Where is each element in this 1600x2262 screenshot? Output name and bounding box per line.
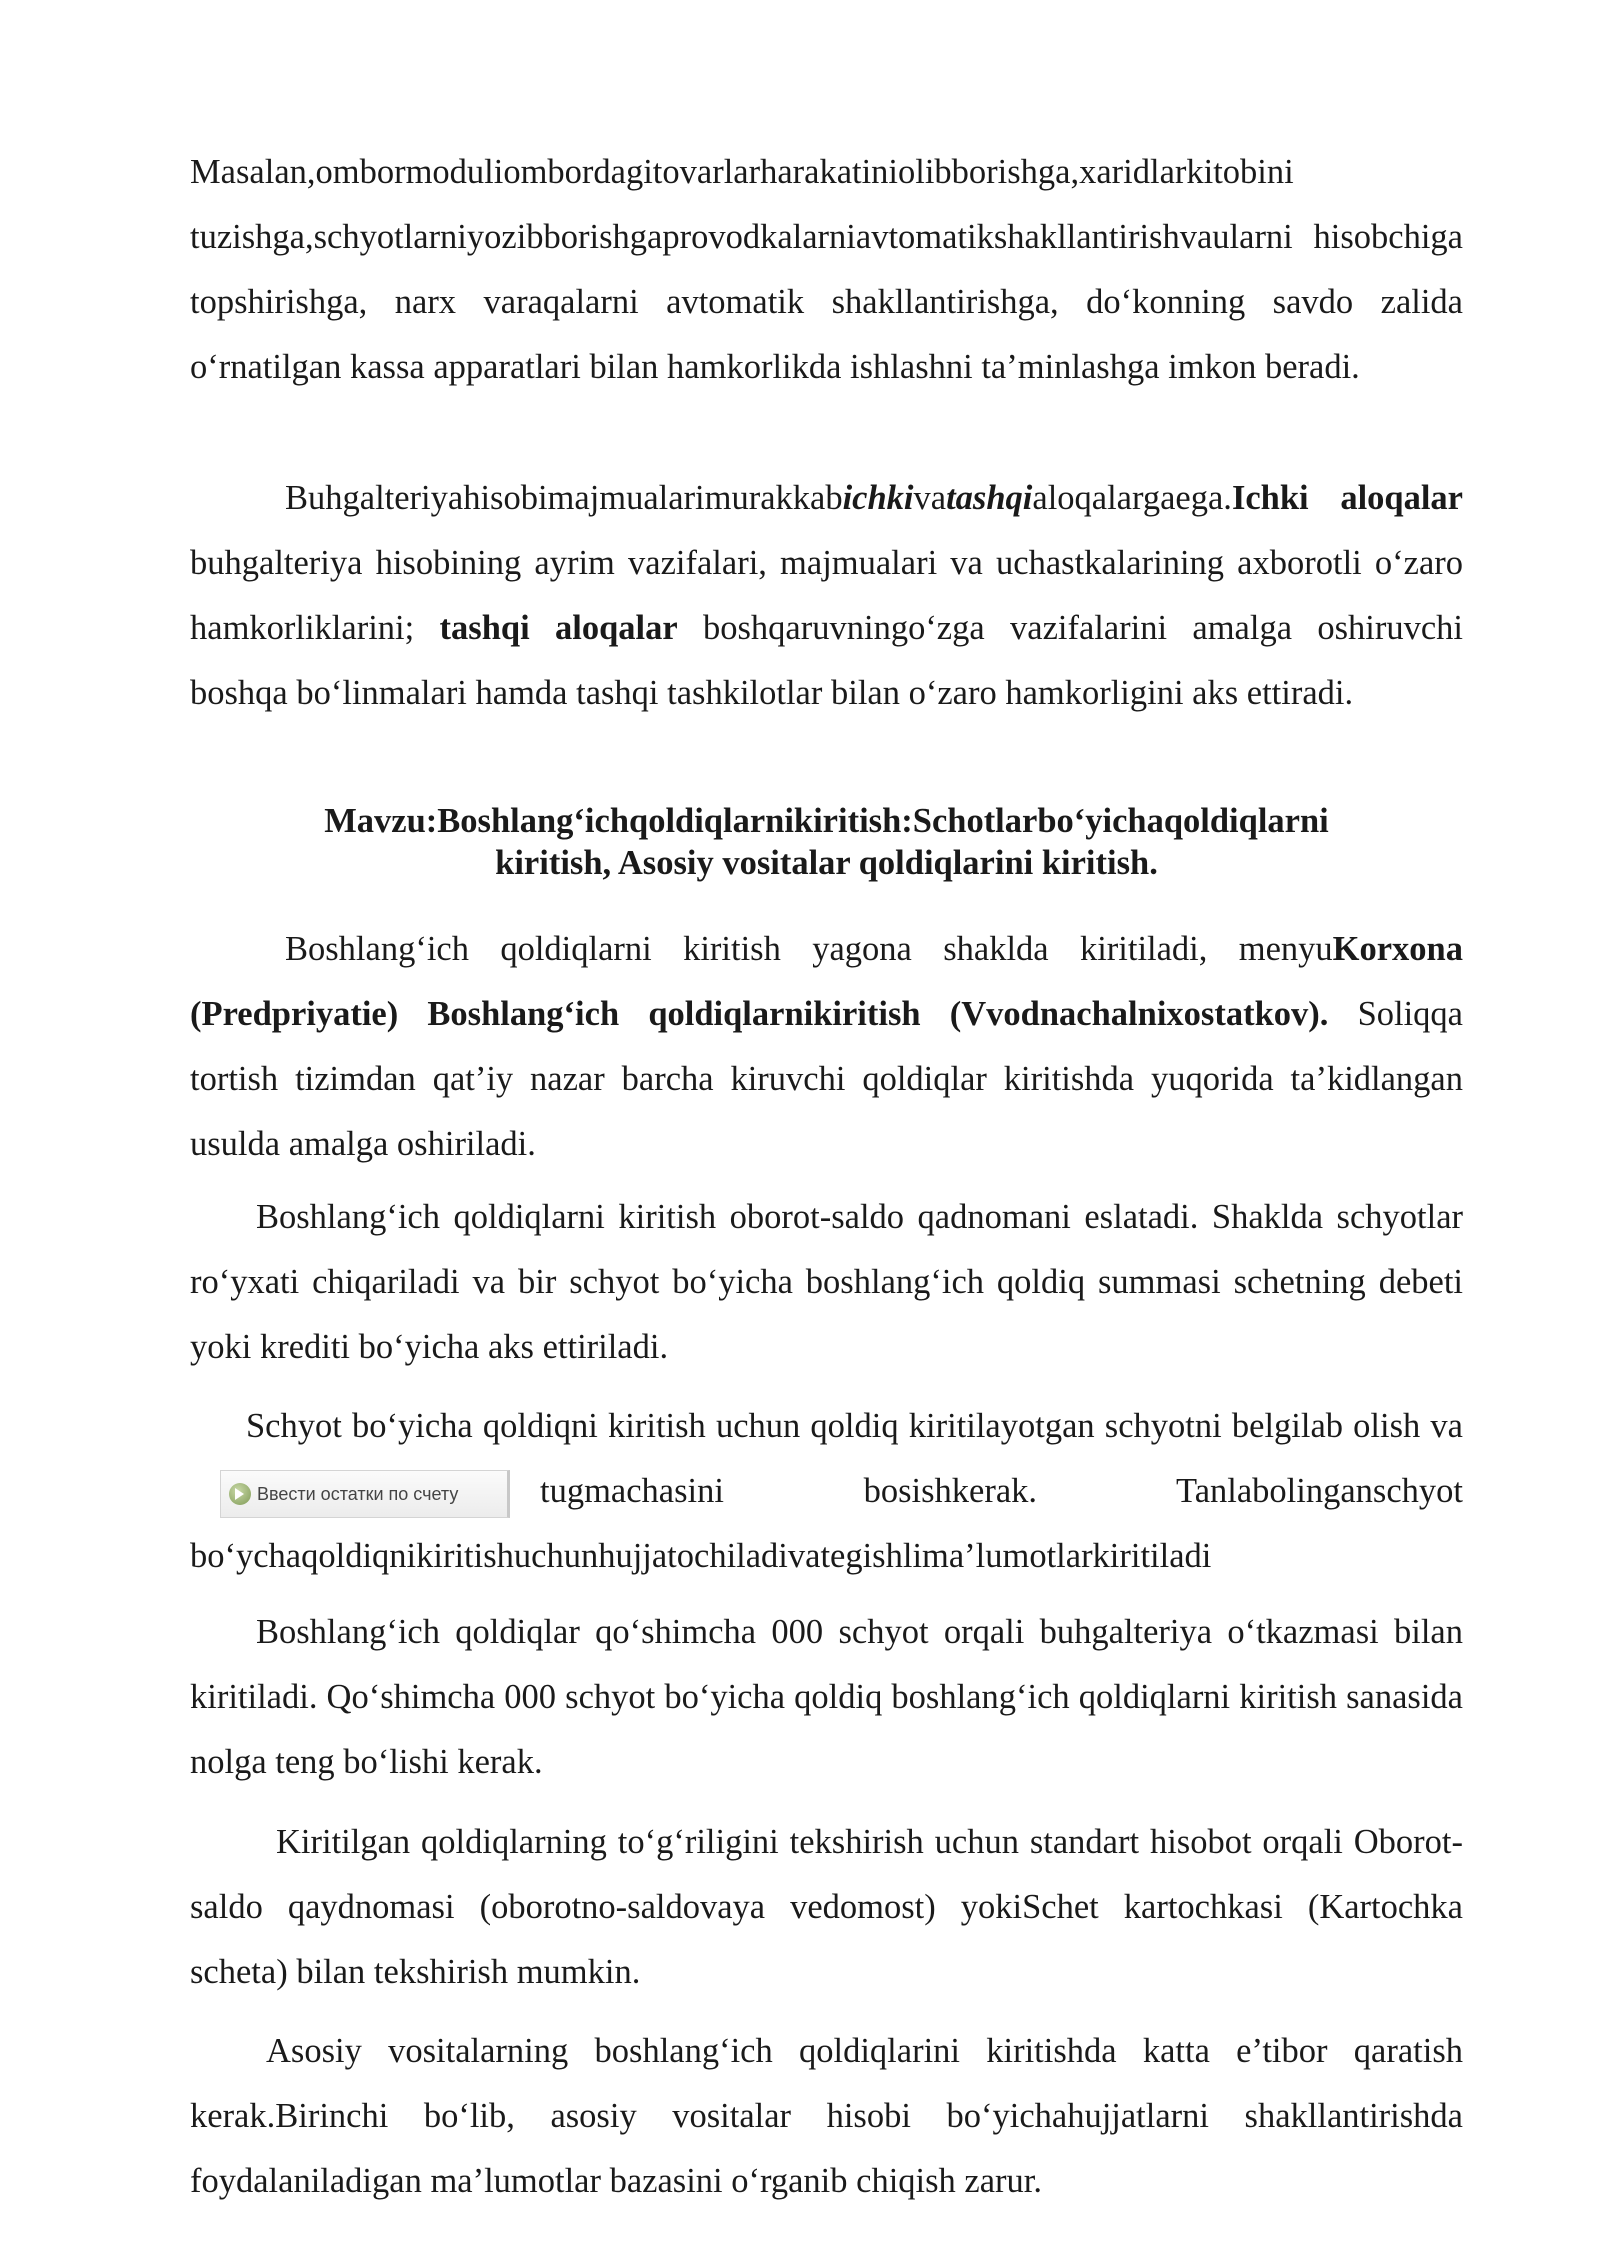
paragraph-text: Asosiy vositalarning boshlang‘ich qoldiqlarini kiritishda katta e’tibor qaratish kerak.Birinchi bo‘lib, asosiy vositalar hisobi bo‘yichahujjatlarni shakllantirishda foydalaniladigan ma’lumotlar bazasini o‘rganib chiqish zarur.	[190, 2032, 1463, 2200]
arrow-right-icon	[229, 1483, 251, 1505]
paragraph-text: Kiritilgan qoldiqlarning to‘g‘riligini tekshirish uchun standart hisobot orqali Oborot-saldo qaydnomasi (oborotno-saldovaya vedomost) yokiSchet kartochkasi (Kartochka scheta) bilan tekshirish mumkin.	[190, 1823, 1463, 1991]
text-run: boshqaruvningo‘zga vazifalarini amalga oshiruvchi boshqa bo‘linmalari hamda tashqi tashkilotlar bilan o‘zaro hamkorligini aks ettiradi.	[190, 609, 1463, 712]
text-run: buhgalteriya hisobining ayrim vazifalari, majmualari va uchastkalarining axborotli o‘zaro hamkorliklarini;	[190, 544, 1463, 647]
text-run: Boshlang‘ich qoldiqlarni kiritish yagona shaklda kiritiladi, menyu	[285, 930, 1333, 968]
text-run: aloqalargaega.	[1032, 479, 1232, 517]
paragraph-ombor-moduli	[190, 140, 1463, 400]
paragraph-asosiy-vositalar	[190, 2019, 1463, 2214]
term-tashqi-aloqalar: tashqi aloqalar	[439, 609, 678, 647]
section-heading	[190, 800, 1463, 884]
menu-path: Korxona (Predpriyatie) Boshlang‘ich qoldiqlarnikiritish (Vvodnachalnixostatkov).	[190, 930, 1463, 1033]
text-run: Schyot bo‘yicha qoldiqni kiritish uchun qoldiq kiritilayotgan schyotni belgilab olish va	[246, 1407, 1463, 1445]
paragraph-aloqalar	[190, 466, 1463, 726]
paragraph-text: Boshlang‘ich qoldiqlarni kiritish oborot-saldo qadnomani eslatadi. Shaklda schyotlar ro‘yxati chiqariladi va bir schyot bo‘yicha boshlang‘ich qoldiq summasi schetning debeti yoki krediti bo‘yicha aks ettiriladi.	[190, 1198, 1463, 1366]
paragraph-qoshimcha-schyot	[190, 1600, 1463, 1795]
text-run: tugmachasini bosishkerak. Tanlabolinganschyot bo‘ychaqoldiqnikiritishuchunhujjatochiladivategishlima’lumotlarkiritiladi	[190, 1472, 1463, 1575]
enter-balances-button-label: Ввести остатки по счету	[257, 1483, 459, 1504]
text-run: Soliqqa tortish tizimdan qat’iy nazar barcha kiruvchi qoldiqlar kiritishda yuqorida ta’kidlangan usulda amalga oshiriladi.	[190, 995, 1463, 1163]
paragraph-text: Masalan,ombormoduliombordagitovarlarharakatiniolibborishga,xaridlarkitobini tuzishga,schyotlarniyozibborishgaprovodkalarniavtomatikshakllantirishvaularni hisobchiga topshirishga, narx varaqalarni avtomatik shakllantirishga, do‘konning savdo zalida o‘rnatilgan kassa apparatlari bilan hamkorlikda ishlashni ta’minlashga imkon beradi.	[190, 153, 1463, 386]
paragraph-schyot-kiritish	[190, 1394, 1463, 1589]
heading-line-2: kiritish, Asosiy vositalar qoldiqlarini kiritish.	[495, 844, 1158, 882]
term-ichki-aloqalar: Ichki aloqalar	[1231, 479, 1463, 517]
paragraph-text: Boshlang‘ich qoldiqlar qo‘shimcha 000 schyot orqali buhgalteriya o‘tkazmasi bilan kiritiladi. Qo‘shimcha 000 schyot bo‘yicha qoldiq boshlang‘ich qoldiqlarni kiritish sanasida nolga teng bo‘lishi kerak.	[190, 1613, 1463, 1781]
text-run: va	[913, 479, 947, 517]
heading-line-1: Mavzu:Boshlang‘ichqoldiqlarnikiritish:Schotlarbo‘yichaqoldiqlarni	[324, 802, 1329, 840]
text-run: Buhgalteriyahisobimajmualarimurakkab	[285, 479, 843, 517]
enter-balances-button[interactable]	[220, 1470, 510, 1518]
term-ichki: ichki	[842, 479, 914, 517]
paragraph-oborot-saldo	[190, 1185, 1463, 1380]
term-tashqi: tashqi	[946, 479, 1033, 517]
paragraph-kiritish-menyu	[190, 917, 1463, 1177]
paragraph-tekshirish	[190, 1810, 1463, 2005]
